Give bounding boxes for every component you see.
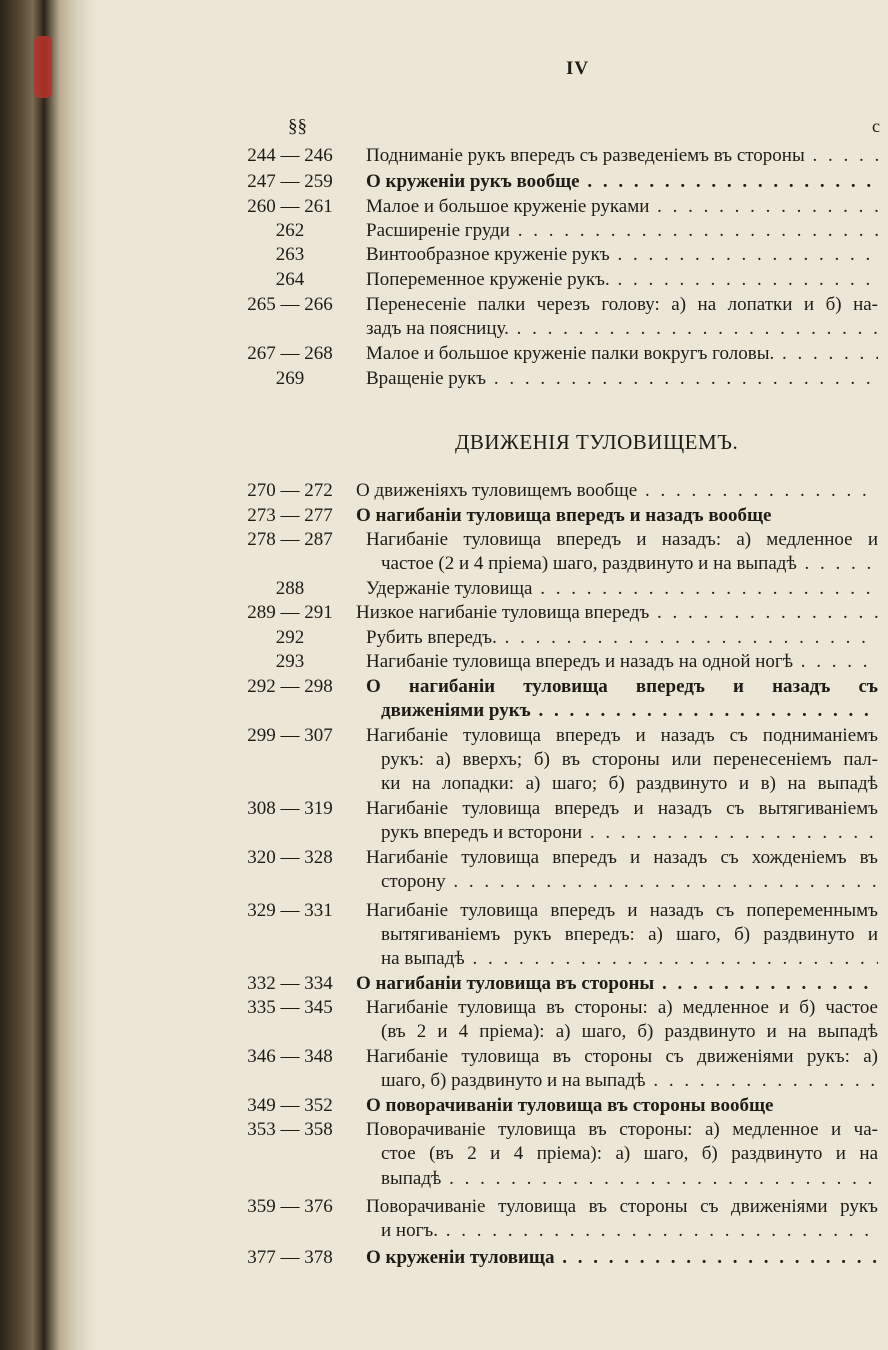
paragraph-range: 269: [275, 368, 305, 389]
entry-title: Нагибаніе туловища впередъ и назадъ на одной ногѣ . . .: [366, 649, 878, 674]
entry-title: Нагибаніе туловища впередъ и назадъ съ попеременнымъ: [366, 900, 878, 921]
toc-entry-continuation: [0, 1141, 888, 1166]
toc-entry: [0, 218, 888, 243]
paragraph-range: 349 — 352: [247, 1095, 333, 1116]
entry-title: ки на лопадки: а) шаго; б) раздвинуто и в) на выпадѣ: [381, 773, 878, 794]
toc-entry: [0, 169, 888, 194]
entry-title: частое (2 и 4 пріема) шаго, раздвинуто и на выпадѣ . . .: [381, 551, 878, 576]
paragraph-range: 278 — 287: [247, 529, 333, 550]
toc-entry: [0, 292, 888, 317]
toc-entry-continuation: [0, 1218, 888, 1243]
entry-title: Поворачиваніе туловища въ стороны съ движеніями рукъ: [366, 1196, 878, 1217]
entry-title: (въ 2 и 4 пріема): а) шаго, б) раздвинуто и на выпадѣ: [381, 1021, 878, 1042]
toc-entry: [0, 194, 888, 219]
entry-title: О поворачиваніи туловища въ стороны вообще: [366, 1095, 774, 1116]
toc-entry-continuation: [0, 1019, 888, 1044]
paragraph-range: 247 — 259: [247, 171, 333, 192]
toc-entry: [0, 527, 888, 552]
toc-entry: [0, 600, 888, 625]
toc-entry-continuation: [0, 1068, 888, 1093]
toc-entry: [0, 971, 888, 996]
entry-title: задъ на поясницу. . . .: [366, 316, 878, 341]
toc-entry-continuation: [0, 869, 888, 894]
toc-entry: [0, 503, 888, 528]
paragraph-range: 263: [275, 244, 305, 265]
entry-title: Вращеніе рукъ . . .: [366, 366, 878, 391]
entry-title: Попеременное круженіе рукъ. . . .: [366, 267, 878, 292]
entry-title: О круженіи рукъ вообще . . .: [366, 169, 878, 194]
paragraph-range: 308 — 319: [247, 798, 333, 819]
toc-entry-continuation: [0, 771, 888, 796]
toc-entry-continuation: [0, 820, 888, 845]
paragraph-range: 346 — 348: [247, 1046, 333, 1067]
paragraph-range: 289 — 291: [247, 602, 333, 623]
entry-title: О нагибаніи туловища впередъ и назадъ вообще: [356, 505, 772, 526]
toc-entry-continuation: [0, 316, 888, 341]
entry-title: О нагибаніи туловища впередъ и назадъ съ: [366, 676, 878, 697]
entry-title: Рубить впередъ. . . .: [366, 625, 878, 650]
toc-entry: [0, 674, 888, 699]
page-number: IV: [566, 58, 590, 79]
paragraph-range: 270 — 272: [247, 480, 333, 501]
entry-title: рукъ впередъ и всторони . . .: [381, 820, 878, 845]
paragraph-range: 244 — 246: [247, 145, 333, 166]
toc-entry: [0, 1044, 888, 1069]
entry-title: Нагибаніе туловища въ стороны съ движеніями рукъ: а): [366, 1046, 878, 1067]
paragraph-range: 320 — 328: [247, 847, 333, 868]
toc-entry-continuation: [0, 698, 888, 723]
toc-entry: [0, 796, 888, 821]
entry-title: стое (въ 2 и 4 пріема): а) шаго, б) раздвинуто и на: [381, 1143, 878, 1164]
entry-title: Малое и большое круженіе палки вокругъ головы. . . .: [366, 341, 878, 366]
entry-title: движеніями рукъ . . .: [381, 698, 878, 723]
entry-title: Винтообразное круженіе рукъ . . .: [366, 242, 878, 267]
entry-title: О круженіи туловища . . .: [366, 1245, 878, 1270]
paragraph-range: 299 — 307: [247, 725, 333, 746]
toc-entry: [0, 1093, 888, 1118]
entry-title: Низкое нагибаніе туловища впередъ . . .: [356, 600, 878, 625]
entry-title: Нагибаніе туловища впередъ и назадъ съ вытягиваніемъ: [366, 798, 878, 819]
paragraph-range: 377 — 378: [247, 1247, 333, 1268]
section-title: ДВИЖЕНІЯ ТУЛОВИЩЕМЪ.: [455, 430, 739, 454]
column-header-mark: с: [872, 116, 880, 136]
toc-entry-continuation: [0, 946, 888, 971]
paragraph-range: 260 — 261: [247, 196, 333, 217]
entry-title: Нагибаніе туловища впередъ и назадъ съ хожденіемъ въ: [366, 847, 878, 868]
toc-entry: [0, 625, 888, 650]
paragraph-range: 265 — 266: [247, 294, 333, 315]
entry-title: Малое и большое круженіе руками . . .: [366, 194, 878, 219]
entry-title: и ногъ. . . .: [381, 1218, 878, 1243]
entry-title: Нагибаніе туловища впередъ и назадъ: а) медленное и: [366, 529, 878, 550]
entry-title: О нагибаніи туловища въ стороны . . .: [356, 971, 878, 996]
paragraph-range: 329 — 331: [247, 900, 333, 921]
paragraph-range: 293: [275, 651, 305, 672]
toc-entry: [0, 898, 888, 923]
entry-title: шаго, б) раздвинуто и на выпадѣ . . .: [381, 1068, 878, 1093]
toc-entry: [0, 478, 888, 503]
toc-entry: [0, 242, 888, 267]
paragraph-range: 267 — 268: [247, 343, 333, 364]
paragraph-range: 335 — 345: [247, 997, 333, 1018]
toc-entry-continuation: [0, 551, 888, 576]
toc-entry: [0, 1194, 888, 1219]
paragraph-range: 264: [275, 269, 305, 290]
entry-title: Удержаніе туловища . . .: [366, 576, 878, 601]
section-column-header: §§: [288, 116, 307, 137]
toc-entry: [0, 1117, 888, 1142]
toc-entry: [0, 366, 888, 391]
entry-title: Подниманіе рукъ впередъ съ разведеніемъ въ стороны . . .: [366, 143, 878, 168]
entry-title: на выпадѣ . . .: [381, 946, 878, 971]
entry-title: Поворачиваніе туловища въ стороны: а) медленное и ча-: [366, 1119, 878, 1140]
entry-title: сторону . . .: [381, 869, 878, 894]
toc-entry: [0, 576, 888, 601]
paragraph-range: 332 — 334: [247, 973, 333, 994]
entry-title: вытягиваніемъ рукъ впередъ: а) шаго, б) раздвинуто и: [381, 924, 878, 945]
paragraph-range: 353 — 358: [247, 1119, 333, 1140]
toc-entry-continuation: [0, 1166, 888, 1191]
toc-entry: [0, 143, 888, 168]
toc-entry: [0, 723, 888, 748]
paragraph-range: 359 — 376: [247, 1196, 333, 1217]
paragraph-range: 292 — 298: [247, 676, 333, 697]
toc-entry: [0, 649, 888, 674]
entry-title: Нагибаніе туловища впередъ и назадъ съ подниманіемъ: [366, 725, 878, 746]
toc-entry-continuation: [0, 747, 888, 772]
paragraph-range: 273 — 277: [247, 505, 333, 526]
toc-entry: [0, 845, 888, 870]
paragraph-range: 288: [275, 578, 305, 599]
red-library-mark: [34, 36, 52, 98]
entry-title: Нагибаніе туловища въ стороны: а) медленное и б) частое: [366, 997, 878, 1018]
paragraph-range: 292: [275, 627, 305, 648]
entry-title: О движеніяхъ туловищемъ вообще . . .: [356, 478, 878, 503]
toc-entry: [0, 995, 888, 1020]
entry-title: Расширеніе груди . . .: [366, 218, 878, 243]
paragraph-range: 262: [275, 220, 305, 241]
toc-entry: [0, 267, 888, 292]
toc-entry: [0, 1245, 888, 1270]
entry-title: выпадѣ . . .: [381, 1166, 878, 1191]
entry-title: Перенесеніе палки черезъ голову: а) на лопатки и б) на-: [366, 294, 878, 315]
toc-entry: [0, 341, 888, 366]
toc-entry-continuation: [0, 922, 888, 947]
entry-title: рукъ: а) вверхъ; б) въ стороны или перенесеніемъ пал-: [381, 749, 878, 770]
